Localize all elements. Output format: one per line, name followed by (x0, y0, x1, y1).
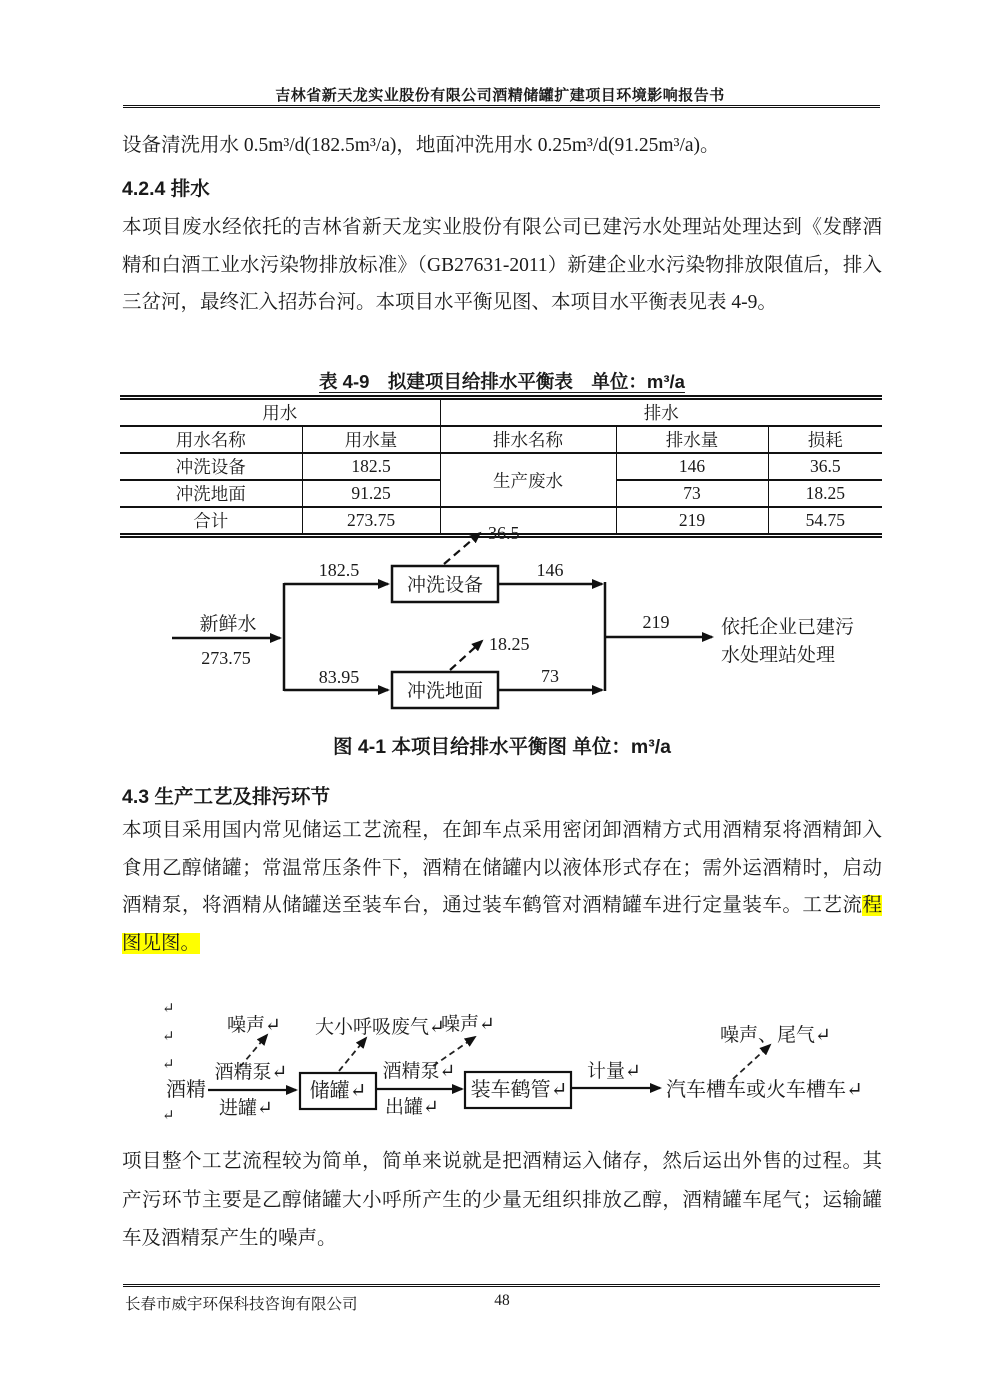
figure-4-1-caption: 图 4-1 本项目给排水平衡图 单位：m³/a (332, 736, 672, 758)
cell-use-amount: 273.75 (302, 507, 440, 536)
return-mark: ↵ (162, 1057, 175, 1073)
paragraph-43-highlighted-text: 程图见图。 (122, 895, 882, 954)
page-number: 48 (494, 1292, 510, 1309)
col-header-use-name: 用水名称 (120, 426, 302, 453)
pump-out-bottom-label: 出罐↵ (385, 1097, 439, 1118)
metering-label: 计量↵ (587, 1061, 641, 1082)
group-header-drainage: 排水 (440, 398, 882, 427)
col-header-drain-amount: 排水量 (616, 426, 768, 453)
cell-drain-name: 生产废水 (440, 453, 616, 507)
section-heading-424: 4.2.4 排水 (122, 178, 210, 200)
table-4-9-title-text: 表 4-9 拟建项目给排水平衡表 单位：m³/a (319, 371, 685, 392)
flush-equipment-label: 冲洗设备 (406, 575, 484, 596)
fresh-water-value: 273.75 (201, 648, 251, 668)
flush-ground-label: 冲洗地面 (406, 681, 484, 702)
footer-rule (123, 1284, 880, 1287)
destination-line2: 水处理站处理 (721, 645, 836, 666)
breathing-gas-dashed-arrow (339, 1038, 366, 1071)
table-row (120, 453, 882, 480)
cell-drain-amount: 146 (616, 453, 768, 480)
return-mark: ↵ (162, 1001, 175, 1017)
header-rule (123, 105, 880, 108)
col-header-use-amount: 用水量 (302, 426, 440, 453)
noise3-label: 噪声、尾气↵ (720, 1025, 831, 1046)
paragraph-43-text: 本项目采用国内常见储运工艺流程，在卸车点采用密闭卸酒精方式用酒精泵将酒精卸入食用乙醇储罐；常温常压条件下，酒精在储罐内以液体形式存在；需外运酒精时，启动酒精泵，将酒精从储罐送至装车台，通过装车鹤管对酒精罐车进行定量装车。工艺流 (122, 820, 882, 916)
page-header-title: 吉林省新天龙实业股份有限公司酒精储罐扩建项目环境影响报告书 (275, 88, 725, 104)
cell-use-name: 合计 (120, 507, 302, 536)
table-4-9 (120, 395, 882, 538)
closing-paragraph-text: 项目整个工艺流程较为简单，简单来说就是把酒精运入储存，然后运出外售的过程。其产污环节主要是乙醇储罐大小呼所产生的少量无组织排放乙醇，酒精罐车尾气；运输罐车及酒精泵产生的噪声。 (122, 1151, 882, 1249)
cell-drain-amount: 219 (616, 507, 768, 536)
pump-in-bottom-label: 进罐↵ (219, 1098, 273, 1119)
fresh-water-label: 新鲜水 (199, 614, 257, 635)
alcohol-source-label: 酒精 (166, 1079, 206, 1101)
bottom-loss-value: 18.25 (489, 634, 530, 654)
noise2-label: 噪声↵ (441, 1014, 495, 1035)
bottom-branch-value: 83.95 (318, 667, 360, 687)
cell-loss: 18.25 (768, 480, 882, 507)
closing-paragraph (122, 1143, 882, 1259)
cell-use-name: 冲洗地面 (120, 480, 302, 507)
top-loss-value: 36.5 (488, 523, 520, 543)
total-out-value: 219 (642, 612, 670, 632)
bottom-out-value: 73 (541, 666, 559, 686)
noise3-dashed-arrow (733, 1045, 770, 1079)
cell-use-amount: 91.25 (302, 480, 440, 507)
breathing-gas-label: 大小呼吸废气↵ (315, 1017, 445, 1038)
noise1-label: 噪声↵ (227, 1015, 281, 1036)
bottom-loss-dashed-arrow (450, 641, 482, 670)
top-out-value: 146 (536, 560, 564, 580)
table-4-9-title (122, 368, 882, 394)
cell-loss: 54.75 (768, 507, 882, 536)
top-loss-dashed-arrow (444, 533, 480, 564)
pump-in-top-label: 酒精泵↵ (214, 1062, 288, 1083)
group-header-water-use: 用水 (120, 398, 440, 427)
storage-tank-label: 储罐↵ (309, 1080, 367, 1102)
process-flowchart (120, 993, 880, 1133)
footer-company: 长春市威宇环保科技咨询有限公司 (125, 1296, 358, 1313)
intro-line: 设备清洗用水 0.5m³/d(182.5m³/a)，地面冲洗用水 0.25m³/d(91.25m³/a)。 (122, 135, 720, 156)
cell-use-amount: 182.5 (302, 453, 440, 480)
table-group-row (120, 398, 882, 427)
table-header-row (120, 426, 882, 453)
paragraph-424-text: 本项目废水经依托的吉林省新天龙实业股份有限公司已建污水处理站处理达到《发酵酒精和白酒工业水污染物排放标准》（GB27631-2011）新建企业水污染物排放限值后，排入三岔河，最终汇入招苏台河。本项目水平衡见图、本项目水平衡表见表 4-9。 (122, 217, 882, 313)
cell-drain-amount: 73 (616, 480, 768, 507)
return-mark: ↵ (162, 1029, 175, 1045)
return-mark: ↵ (162, 1108, 175, 1124)
tanker-dest-label: 汽车槽车或火车槽车↵ (666, 1079, 863, 1101)
water-balance-diagram (120, 520, 880, 725)
pump-out-top-label: 酒精泵↵ (382, 1061, 456, 1082)
section-heading-43: 4.3 生产工艺及排污环节 (122, 786, 331, 808)
cell-use-name: 冲洗设备 (120, 453, 302, 480)
paragraph-424 (122, 209, 882, 322)
cell-loss: 36.5 (768, 453, 882, 480)
top-branch-value: 182.5 (318, 560, 360, 580)
loading-crane-label: 装车鹤管↵ (470, 1079, 568, 1101)
paragraph-43 (122, 812, 882, 962)
col-header-drain-name: 排水名称 (440, 426, 616, 453)
destination-line1: 依托企业已建污 (721, 617, 855, 638)
col-header-loss: 损耗 (768, 426, 882, 453)
